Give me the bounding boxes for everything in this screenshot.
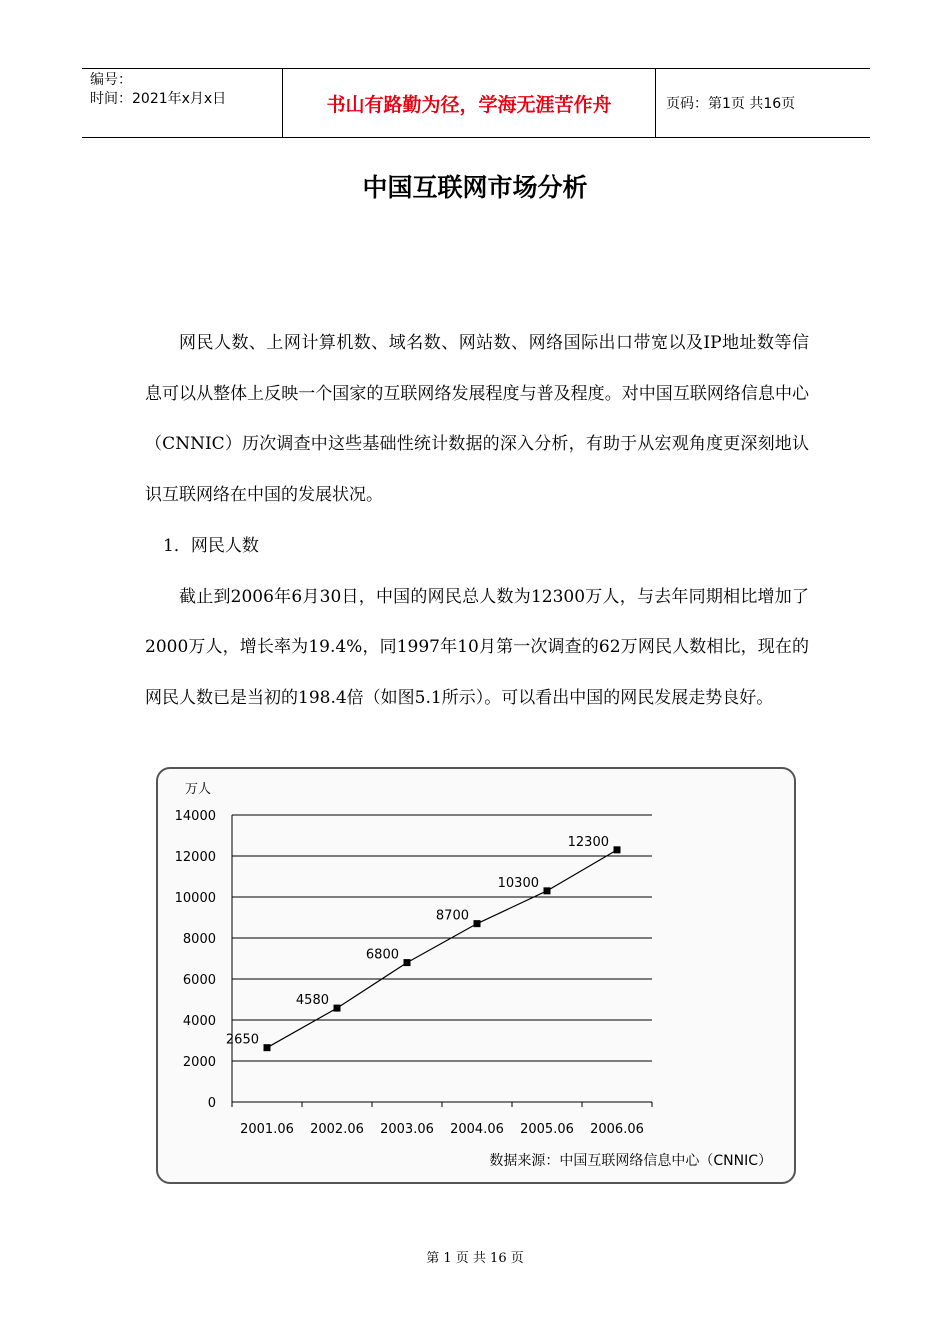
y-tick-label: 4000 (182, 1014, 216, 1029)
data-label: 4580 (295, 993, 329, 1009)
data-point (544, 887, 551, 894)
paragraph-netizens: 截止到2006年6月30日，中国的网民总人数为12300万人，与去年同期相比增加了2000万人，增长率为19.4%，同1997年10月第一次调查的62万网民人数相比，现在的网民人数已是当初的198.4倍（如图5.1所示）。可以看出中国的网民发展走势良好。 (145, 586, 809, 708)
x-tick-label: 2002.06 (310, 1122, 364, 1137)
document-title: 中国互联网市场分析 (362, 173, 588, 202)
data-label: 2650 (225, 1032, 259, 1048)
data-label: 8700 (435, 908, 469, 924)
time-label: 时间：2021年x月x日 (90, 91, 227, 107)
x-tick-label: 2003.06 (380, 1122, 434, 1137)
data-point (404, 959, 411, 966)
section-heading: 1．网民人数 (163, 535, 259, 556)
data-label: 12300 (567, 834, 609, 850)
x-tick-label: 2006.06 (590, 1122, 644, 1137)
y-tick-label: 2000 (182, 1055, 216, 1070)
y-tick-label: 8000 (182, 932, 216, 947)
header-motto: 书山有路勤为径，学海无涯苦作舟 (282, 69, 656, 137)
y-axis-label: 万人 (185, 782, 212, 797)
data-point (334, 1005, 341, 1012)
number-label: 编号： (90, 72, 132, 88)
document-body (145, 318, 809, 724)
header-page-info: 页码：第1页 共16页 (666, 96, 796, 112)
data-point (474, 920, 481, 927)
page-header (82, 68, 870, 138)
y-tick-label: 0 (207, 1096, 216, 1111)
y-tick-label: 14000 (174, 809, 216, 824)
x-tick-label: 2005.06 (520, 1122, 574, 1137)
data-point (614, 846, 621, 853)
y-tick-label: 12000 (174, 850, 216, 865)
chart-source: 数据来源：中国互联网络信息中心（CNNIC） (489, 1153, 772, 1169)
data-label: 6800 (365, 947, 399, 963)
netizen-chart (156, 767, 796, 1184)
page-footer: 第 1 页 共 16 页 (426, 1251, 524, 1266)
series-line (267, 850, 617, 1048)
chart-canvas (158, 769, 794, 1182)
data-point (264, 1044, 271, 1051)
x-tick-label: 2001.06 (240, 1122, 294, 1137)
header-info-cell (82, 69, 282, 137)
x-tick-label: 2004.06 (450, 1122, 504, 1137)
paragraph-intro: 网民人数、上网计算机数、域名数、网站数、网络国际出口带宽以及IP地址数等信息可以从整体上反映一个国家的互联网络发展程度与普及程度。对中国互联网络信息中心（CNNIC）历次调查中这些基础性统计数据的深入分析，有助于从宏观角度更深刻地认识互联网络在中国的发展状况。 (145, 333, 809, 506)
data-label: 10300 (497, 875, 539, 891)
y-tick-label: 6000 (182, 973, 216, 988)
y-tick-label: 10000 (174, 891, 216, 906)
